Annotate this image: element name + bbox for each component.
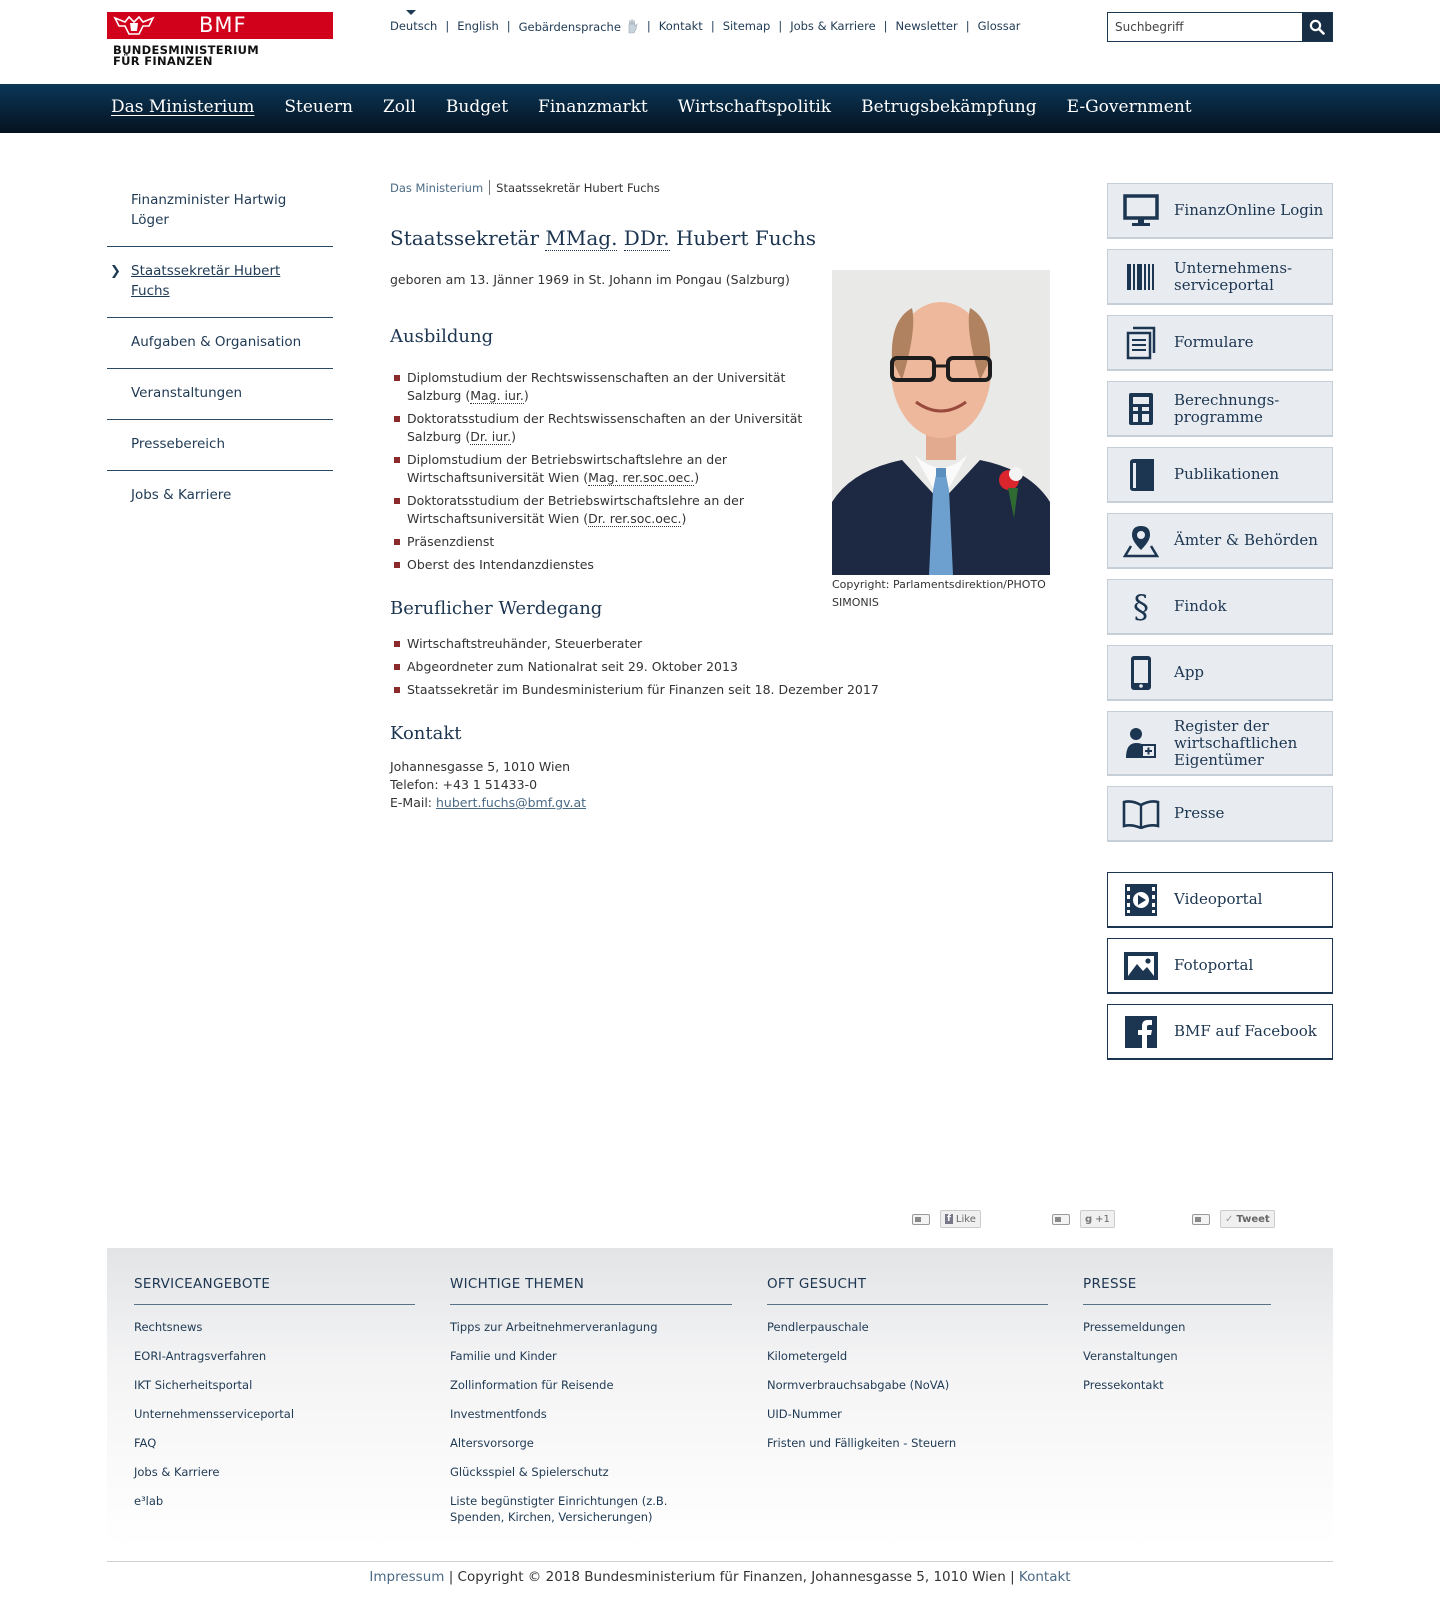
breadcrumb-current: Staatssekretär Hubert Fuchs	[496, 181, 660, 195]
page-title: Staatssekretär MMag. DDr. Hubert Fuchs	[390, 226, 816, 250]
footer	[107, 1248, 1333, 1548]
facebook-small-icon: f	[947, 1214, 951, 1224]
footer-col-oft-gesucht	[767, 1276, 1048, 1464]
main-nav-egovernment[interactable]: E-Government	[1066, 97, 1192, 117]
footer-link[interactable]: e³lab	[134, 1494, 164, 1508]
sign-language-hand-icon	[625, 18, 639, 34]
paragraph-icon: §	[1133, 587, 1149, 626]
portal-fotoportal[interactable]: Fotoportal	[1107, 938, 1333, 994]
education-list	[390, 369, 820, 579]
left-nav-finanzminister[interactable]: Finanzminister Hartwig Löger	[107, 176, 333, 247]
left-nav-staatssekretaer[interactable]: ❯ Staatssekretär Hubert Fuchs	[107, 247, 333, 318]
kontakt-link[interactable]: Kontakt	[1018, 1569, 1071, 1585]
contact-heading: Kontakt	[390, 723, 462, 744]
contact-email-link[interactable]: hubert.fuchs@bmf.gv.at	[435, 795, 587, 810]
main-nav-betrugsbekaempfung[interactable]: Betrugsbekämpfung	[861, 97, 1037, 117]
main-nav-budget[interactable]: Budget	[445, 97, 509, 117]
smartphone-icon	[1130, 655, 1152, 691]
title-abbr-ddr: DDr.	[623, 226, 670, 250]
breadcrumb-ministerium[interactable]: Das Ministerium	[390, 181, 484, 195]
left-nav-veranstaltungen[interactable]: Veranstaltungen	[107, 369, 333, 420]
breadcrumb	[390, 180, 1050, 195]
meta-nav-deutsch[interactable]: Deutsch	[390, 19, 445, 33]
search-icon	[1309, 19, 1325, 35]
footer-link[interactable]: IKT Sicherheitsportal	[134, 1378, 253, 1392]
footer-heading: WICHTIGE THEMEN	[450, 1276, 732, 1305]
footer-link[interactable]: Zollinformation für Reisende	[450, 1378, 614, 1392]
user-register-icon	[1125, 726, 1157, 760]
portal-videoportal[interactable]: Videoportal	[1107, 872, 1333, 928]
meta-nav-english[interactable]: English	[457, 19, 499, 33]
footer-link[interactable]: UID-Nummer	[767, 1407, 842, 1421]
monitor-icon	[1123, 194, 1159, 228]
location-icon	[1123, 524, 1159, 558]
left-nav-pressebereich[interactable]: Pressebereich	[107, 420, 333, 471]
facebook-icon	[1124, 1015, 1158, 1049]
meta-nav-kontakt[interactable]: Kontakt	[658, 19, 703, 33]
footer-link[interactable]: Veranstaltungen	[1083, 1349, 1178, 1363]
footer-link[interactable]: Unternehmensserviceportal	[134, 1407, 295, 1421]
impressum-link[interactable]: Impressum	[369, 1569, 445, 1585]
footer-link[interactable]: Normverbrauchsabgabe (NoVA)	[767, 1378, 950, 1392]
footer-link[interactable]: Altersvorsorge	[450, 1436, 534, 1450]
main-nav-wirtschaftspolitik[interactable]: Wirtschaftspolitik	[677, 97, 832, 117]
contact-block	[390, 758, 586, 812]
logo-red-bar	[107, 12, 333, 39]
list-item: Wirtschaftstreuhänder, Steuerberater	[390, 635, 1050, 653]
meta-nav-gebaerdensprache[interactable]: Gebärdensprache	[511, 18, 647, 34]
list-item: Staatssekretär im Bundesministerium für Finanzen seit 18. Dezember 2017	[390, 681, 1050, 699]
portrait-photo	[832, 270, 1050, 575]
meta-nav: Deutsch | English | Gebärdensprache | Kontakt | Sitemap | Jobs & Karriere | Newsletter | Glossar	[390, 18, 1029, 34]
birth-info: geboren am 13. Jänner 1969 in St. Johann im Pongau (Salzburg)	[390, 272, 790, 287]
footer-link[interactable]: Liste begünstigter Einrichtungen (z.B. Spenden, Kirchen, Versicherungen)	[450, 1494, 668, 1524]
main-nav	[0, 84, 1440, 133]
open-book-icon	[1122, 799, 1160, 829]
service-berechnungsprogramme[interactable]: Berechnungs-programme	[1107, 381, 1333, 437]
calculator-icon	[1128, 392, 1154, 426]
footer-link[interactable]: Familie und Kinder	[450, 1349, 557, 1363]
chevron-right-icon: ❯	[110, 264, 121, 279]
service-finanzonline[interactable]: FinanzOnline Login	[1107, 183, 1333, 239]
service-register-eigentuemer[interactable]: Register der wirtschaftlichen Eigentümer	[1107, 711, 1333, 776]
career-list	[390, 635, 1050, 704]
eagle-emblem-icon	[113, 14, 155, 36]
footer-divider	[107, 1561, 1333, 1562]
list-item: Oberst des Intendanzdienstes	[390, 556, 820, 574]
left-nav-jobs[interactable]: Jobs & Karriere	[131, 487, 232, 503]
footer-link[interactable]: Glücksspiel & Spielerschutz	[450, 1465, 609, 1479]
header	[0, 0, 1440, 84]
list-item: Abgeordneter zum Nationalrat seit 29. Oktober 2013	[390, 658, 1050, 676]
service-formulare[interactable]: Formulare	[1107, 315, 1333, 371]
contact-address: Johannesgasse 5, 1010 Wien	[390, 759, 571, 774]
footer-col-presse	[1083, 1276, 1271, 1406]
list-item: Doktoratsstudium der Betriebswirtschaftslehre an der Wirtschaftsuniversität Wien (Dr. rer.soc.oec.)	[390, 492, 820, 528]
service-sidebar	[1107, 183, 1333, 1070]
main-nav-ministerium[interactable]: Das Ministerium	[111, 97, 255, 117]
footer-col-serviceangebote	[134, 1276, 415, 1522]
twitter-widget	[1192, 1210, 1275, 1228]
footer-link[interactable]: Rechtsnews	[134, 1320, 203, 1334]
selected-language-caret-icon	[406, 10, 416, 15]
facebook-like-widget	[912, 1210, 981, 1228]
meta-nav-jobs[interactable]: Jobs & Karriere	[790, 19, 876, 33]
service-presse[interactable]: Presse	[1107, 786, 1333, 842]
footer-link[interactable]: Pressekontakt	[1083, 1378, 1164, 1392]
footer-link[interactable]: Investmentfonds	[450, 1407, 547, 1421]
main-nav-finanzmarkt[interactable]: Finanzmarkt	[538, 97, 648, 117]
main-content	[390, 180, 1050, 810]
footer-link[interactable]: Kilometergeld	[767, 1349, 848, 1363]
list-item: Präsenzdienst	[390, 533, 820, 551]
service-publikationen[interactable]: Publikationen	[1107, 447, 1333, 503]
main-nav-zoll[interactable]: Zoll	[383, 97, 416, 117]
twitter-toggle[interactable]	[1192, 1214, 1210, 1225]
logo-brand-text: BMF	[199, 13, 247, 37]
title-abbr-mmag: MMag.	[545, 226, 618, 250]
tweet-button[interactable]: ✓ Tweet	[1220, 1210, 1275, 1228]
search-input[interactable]	[1108, 13, 1302, 41]
service-findok[interactable]: § Findok	[1107, 579, 1333, 635]
photo-caption: Copyright: Parlamentsdirektion/PHOTO SIMONIS	[832, 578, 1046, 609]
footer-col-wichtige-themen	[450, 1276, 732, 1538]
google-plus-button[interactable]: g +1	[1080, 1210, 1115, 1228]
search-box	[1107, 12, 1333, 42]
footer-heading: OFT GESUCHT	[767, 1276, 1048, 1305]
bmf-logo[interactable]	[107, 12, 333, 70]
left-nav-aufgaben[interactable]: Aufgaben & Organisation	[107, 318, 333, 369]
portal-facebook[interactable]: BMF auf Facebook	[1107, 1004, 1333, 1060]
video-icon	[1124, 883, 1158, 917]
meta-nav-sitemap[interactable]: Sitemap	[722, 19, 771, 33]
facebook-like-button[interactable]: f Like	[940, 1210, 981, 1228]
facebook-like-toggle[interactable]	[912, 1214, 930, 1225]
google-plus-widget	[1052, 1210, 1115, 1228]
career-heading: Beruflicher Werdegang	[390, 598, 603, 619]
google-plus-toggle[interactable]	[1052, 1214, 1070, 1225]
footer-link[interactable]: Pendlerpauschale	[767, 1320, 869, 1334]
footer-heading: PRESSE	[1083, 1276, 1271, 1305]
logo-line-1: BUNDESMINISTERIUM	[113, 43, 260, 57]
contact-email-row: E-Mail: hubert.fuchs@bmf.gv.at	[390, 795, 587, 810]
footer-link[interactable]: Pressemeldungen	[1083, 1320, 1186, 1334]
footer-heading: SERVICEANGEBOTE	[134, 1276, 415, 1305]
list-item: Diplomstudium der Rechtswissenschaften an der Universität Salzburg (Mag. iur.)	[390, 369, 820, 405]
service-aemter[interactable]: Ämter & Behörden	[1107, 513, 1333, 569]
meta-nav-newsletter[interactable]: Newsletter	[895, 19, 958, 33]
contact-phone: Telefon: +43 1 51433-0	[390, 777, 538, 792]
footer-link[interactable]: EORI-Antragsverfahren	[134, 1349, 267, 1363]
twitter-bird-icon: ✓	[1225, 1213, 1234, 1225]
main-nav-steuern[interactable]: Steuern	[284, 97, 353, 117]
service-unternehmensserviceportal[interactable]: Unternehmens-serviceportal	[1107, 249, 1333, 305]
meta-nav-glossar[interactable]: Glossar	[977, 19, 1021, 33]
document-icon	[1124, 326, 1158, 360]
copyright-text: | Copyright © 2018 Bundesministerium für Finanzen, Johannesgasse 5, 1010 Wien |	[444, 1569, 1019, 1585]
footer-link[interactable]: FAQ	[134, 1436, 157, 1450]
portrait-image	[832, 270, 1050, 575]
footer-link[interactable]: Fristen und Fälligkeiten - Steuern	[767, 1436, 957, 1450]
left-nav	[107, 176, 333, 521]
list-item: Diplomstudium der Betriebswirtschaftslehre an der Wirtschaftsuniversität Wien (Mag. rer.soc.oec.)	[390, 451, 820, 487]
book-icon	[1126, 458, 1156, 492]
footer-link[interactable]: Tipps zur Arbeitnehmerveranlagung	[450, 1320, 658, 1334]
copyright-bar	[0, 1569, 1440, 1585]
footer-link[interactable]: Jobs & Karriere	[134, 1465, 220, 1479]
barcode-icon	[1126, 263, 1156, 291]
education-heading: Ausbildung	[390, 326, 494, 347]
photo-icon	[1123, 951, 1159, 981]
google-small-icon: g	[1085, 1213, 1093, 1225]
service-app[interactable]: App	[1107, 645, 1333, 701]
search-button[interactable]	[1302, 13, 1332, 41]
list-item: Doktoratsstudium der Rechtswissenschaften an der Universität Salzburg (Dr. iur.)	[390, 410, 820, 446]
logo-line-2: FÜR FINANZEN	[113, 54, 213, 68]
